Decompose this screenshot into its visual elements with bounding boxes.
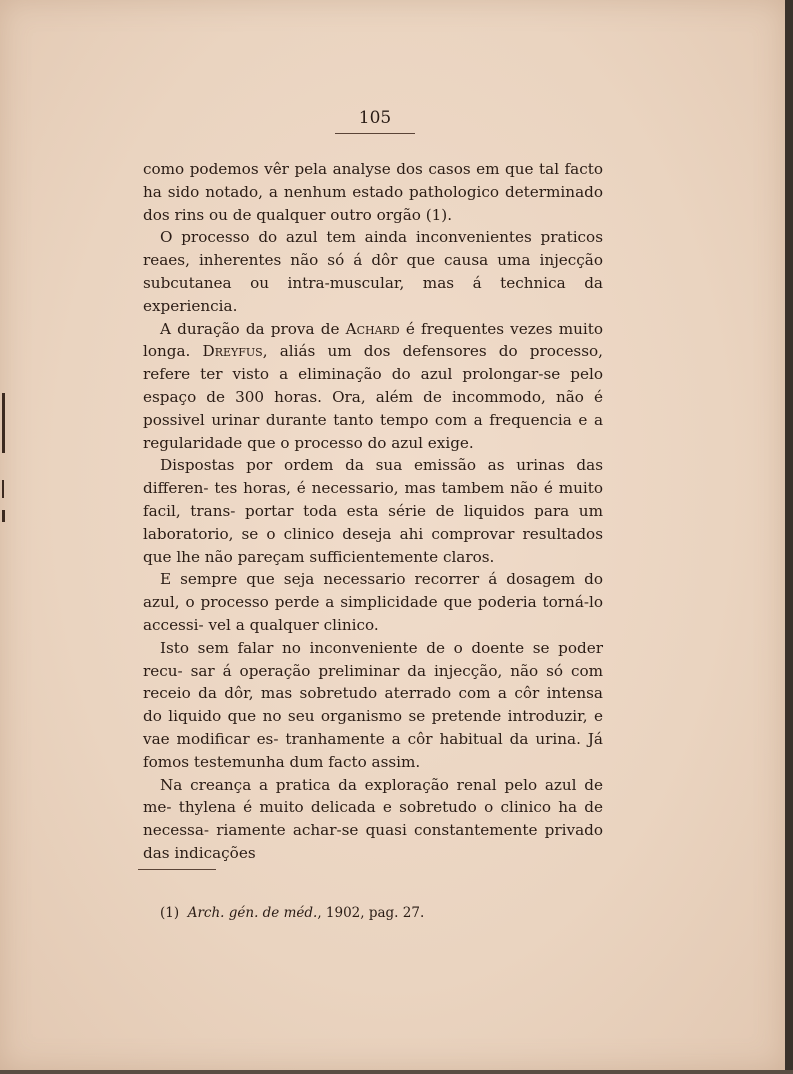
text-line: portar toda esta série de liquidos para um laboratorio, se o — [143, 501, 603, 543]
binding-marks — [0, 385, 10, 530]
text-line: E sempre que seja necessario recorrer á dosagem do azul, — [143, 570, 603, 612]
paragraph — [143, 454, 603, 568]
text-line: como podemos vêr pela analyse dos casos em que tal facto ha — [143, 160, 603, 201]
paragraph — [143, 226, 603, 317]
header-rule — [335, 133, 415, 134]
paragraph — [143, 158, 603, 226]
text-segment: A duração da prova de — [160, 319, 346, 338]
text-line: sufficientemente claros. — [309, 547, 495, 566]
text-line: no seu organismo se pretende introduzir, e vae modificar es- — [143, 707, 603, 748]
binding-mark — [2, 480, 4, 498]
text-line: inherentes não só á dôr que causa uma injecção subcutanea ou — [143, 251, 604, 292]
paragraph — [143, 568, 603, 636]
text-line: Na creança a pratica da exploração renal pelo azul de me- — [143, 775, 603, 817]
text-segment: é frequentes vezes muito longa. — [143, 319, 603, 361]
text-line: dum facto assim. — [289, 752, 421, 771]
page-edge-shadow — [785, 0, 793, 1074]
footnote-rest: , 1902, pag. 27. — [317, 905, 425, 921]
text-line: Dispostas por ordem da sua emissão as urinas das differen- — [143, 456, 603, 498]
text-line: thylena é muito delicada e sobretudo o clinico ha de necessa- — [143, 798, 603, 840]
body-text — [143, 158, 603, 865]
footnote — [160, 905, 580, 921]
text-line: riamente achar-se quasi constantemente privado das indicações — [143, 821, 604, 862]
text-line: dôr, mas sobretudo aterrado com a côr intensa do liquido que — [143, 684, 603, 726]
text-line: o processo perde a simplicidade que poderia torná-lo accessi- — [143, 593, 604, 634]
footnote-marker: (1) — [160, 905, 180, 921]
paragraph — [143, 774, 603, 865]
author-name: Achard — [345, 319, 400, 338]
text-line: clinico deseja ahi comprovar resultados que lhe não pareçam — [143, 524, 603, 566]
paragraph — [143, 318, 603, 455]
text-line: O processo do azul tem ainda inconvenientes praticos reaes, — [143, 228, 603, 270]
text-line: rins ou de qualquer outro orgão (1). — [174, 205, 453, 224]
footnote-rule — [138, 869, 216, 870]
text-line: intra-muscular, mas á technica da experiencia. — [143, 273, 603, 315]
footnote-source: Arch. gén. de méd. — [187, 905, 318, 921]
page-bottom-edge — [0, 1070, 793, 1074]
author-name: Dreyfus — [202, 342, 263, 361]
text-line: tes horas, é necessario, mas tambem não é muito facil, trans- — [143, 479, 603, 520]
page-number: 105 — [358, 108, 392, 128]
text-line: Isto sem falar no inconveniente de o doente se poder recu- — [143, 638, 603, 680]
paragraph — [143, 637, 603, 774]
text-segment: , aliás um dos defensores do processo, refere ter visto a eliminação do azul prolongar-se pelo espaço de 300 horas. Ora, além de incommodo, não é possivel urinar durante tanto tempo com a frequencia e a regularidade que o processo do azul exige. — [143, 342, 603, 452]
binding-mark — [2, 393, 5, 453]
text-line: vel a qualquer clinico. — [208, 615, 379, 634]
text-line: sido notado, a nenhum estado pathologico determinado dos — [143, 182, 603, 224]
text-line: tranhamente a côr habitual da urina. Já fomos testemunha — [143, 729, 603, 771]
binding-mark — [2, 510, 5, 522]
text-line: sar á operação preliminar da injecção, não só com receio da — [143, 661, 603, 703]
